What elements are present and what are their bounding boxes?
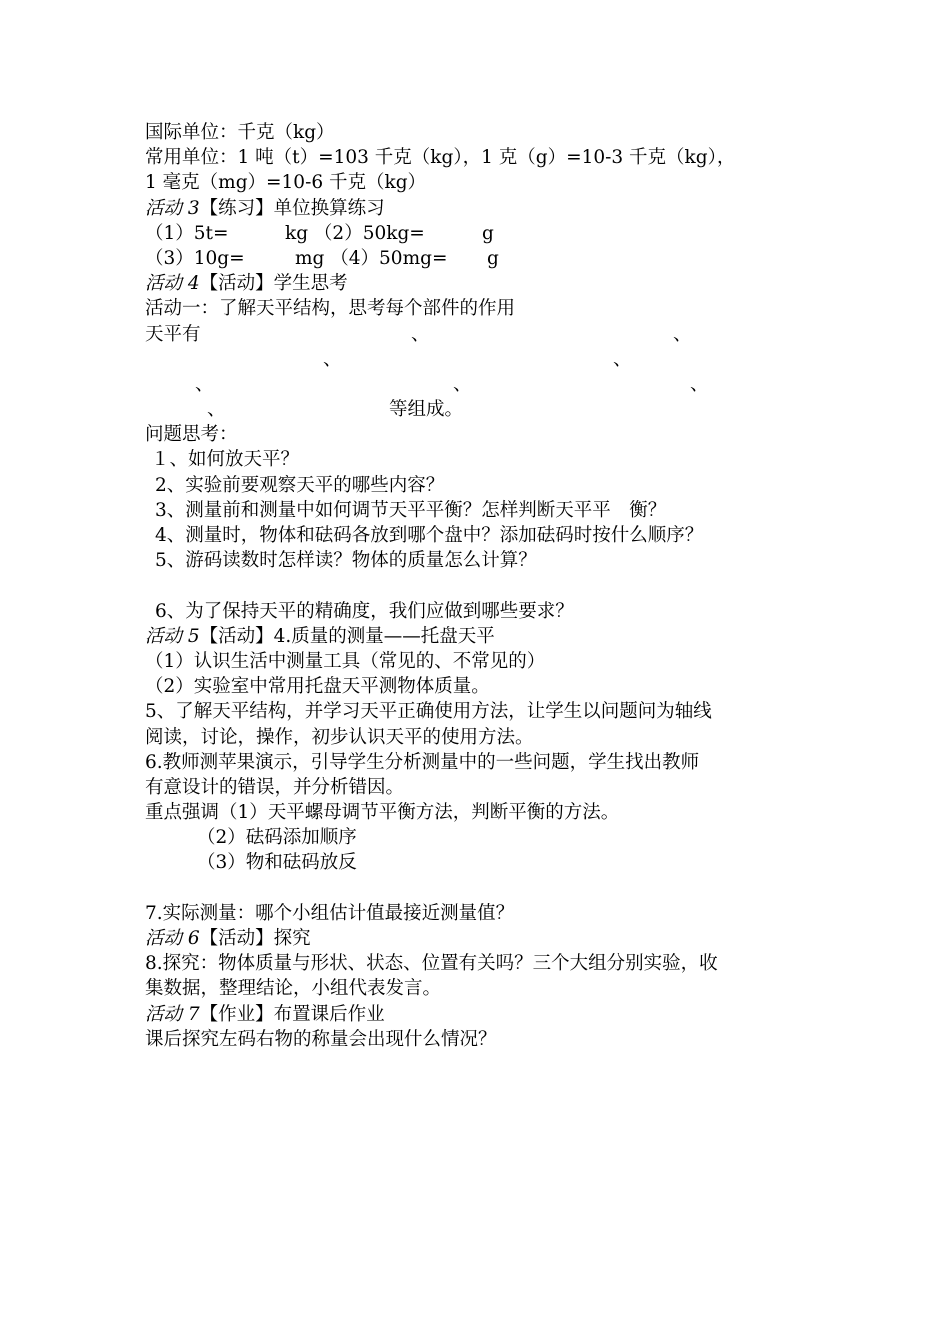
blank-separator: 、 [690,373,709,395]
questions-heading: 问题思考： [145,424,238,446]
activity3-heading [145,196,825,221]
activity6-tag: 活动 6 [145,928,200,949]
activity5-line-9: （3）物和砝码放反 [197,852,357,874]
activity4-title: 【活动】学生思考 [199,273,348,295]
exercise-2-unit: g [482,222,494,244]
activity5-line-6: 有意设计的错误，并分析错因。 [145,776,405,798]
activity5-line-3: 5、了解天平结构，并学习天平正确使用方法，让学生以问题问为轴线 [145,701,712,723]
question-2: 2、实验前要观察天平的哪些内容？ [155,474,445,496]
exercise-row-1 [145,221,825,246]
blank-separator: 、 [195,373,214,395]
activity6-line-1: 8.探究：物体质量与形状、状态、位置有关吗？三个大组分别实验，收 [145,953,718,975]
balance-parts-line-1 [145,322,825,347]
activity7-tag: 活动 7 [145,1003,200,1025]
activity7-heading [145,1002,825,1027]
blank-separator: 、 [673,323,692,345]
common-unit-line-2: 1 毫克（mg）=10-6 千克（kg） [145,172,427,194]
question-3: 3、测量前和测量中如何调节天平平衡？怎样判断天平平 衡？ [155,499,667,521]
activity5-line-4: 阅读，讨论，操作，初步认识天平的使用方法。 [145,726,534,748]
exercise-4-unit: g [487,247,499,269]
question-1: １、如何放天平？ [151,449,300,471]
question-4: 4、测量时，物体和砝码各放到哪个盘中？添加砝码时按什么顺序？ [155,525,704,546]
activity7-title: 【作业】布置课后作业 [199,1003,385,1025]
activity4-sub: 活动一：了解天平结构，思考每个部件的作用 [145,298,516,320]
blank-separator: 、 [613,348,632,370]
question-6: 6、为了保持天平的精确度，我们应做到哪些要求？ [155,600,574,622]
activity5-line-5: 6.教师测苹果演示，引导学生分析测量中的一些问题，学生找出教师 [145,751,700,773]
exercise-1-prompt: （1）5t= [145,222,229,244]
activity6-title: 【活动】探究 [199,928,311,949]
activity7-line-1: 课后探究左码右物的称量会出现什么情况？ [145,1028,497,1050]
balance-has-label: 天平有 [145,323,201,345]
activity5-title: 【活动】4.质量的测量——托盘天平 [199,625,495,647]
balance-parts-line-4 [145,397,825,422]
activity4-tag: 活动 4 [145,273,200,295]
spacer [145,876,825,901]
activity4-heading [145,271,825,296]
balance-parts-line-3 [145,372,825,397]
si-unit-line: 国际单位：千克（kg） [145,122,335,143]
activity6-line-2: 集数据，整理结论，小组代表发言。 [145,978,442,1000]
activity3-tag: 活动 3 [145,197,200,219]
blank-separator: 、 [207,399,226,421]
balance-parts-end: 等组成。 [389,399,464,421]
activity5-tag: 活动 5 [145,625,200,647]
spacer [145,573,825,598]
activity5-line-1: （1）认识生活中测量工具（常见的、不常见的） [145,650,546,672]
common-unit-line-1: 常用单位：1 吨（t）=103 千克（kg），1 克（g）=10-3 千克（kg）， [145,147,736,169]
exercise-2-prompt: kg （2）50kg= [285,222,425,244]
document-body [145,120,825,1052]
activity5-line-7: 重点强调（1）天平螺母调节平衡方法，判断平衡的方法。 [145,802,620,824]
activity5-heading [145,624,825,649]
exercise-3-prompt: （3）10g= [145,247,245,269]
activity3-title: 【练习】单位换算练习 [199,197,385,219]
activity5-line-8: （2）砝码添加顺序 [197,827,357,849]
exercise-row-2 [145,246,825,271]
blank-separator: 、 [453,373,472,395]
balance-parts-line-2 [145,347,825,372]
activity5-line-2: （2）实验室中常用托盘天平测物体质量。 [145,676,490,698]
blank-separator: 、 [411,323,430,345]
blank-separator: 、 [323,348,342,370]
activity5-line-10: 7.实际测量：哪个小组估计值最接近测量值？ [145,902,515,924]
activity6-heading [145,926,825,951]
exercise-4-prompt: mg （4）50mg= [295,247,448,269]
question-5: 5、游码读数时怎样读？物体的质量怎么计算？ [155,550,537,572]
